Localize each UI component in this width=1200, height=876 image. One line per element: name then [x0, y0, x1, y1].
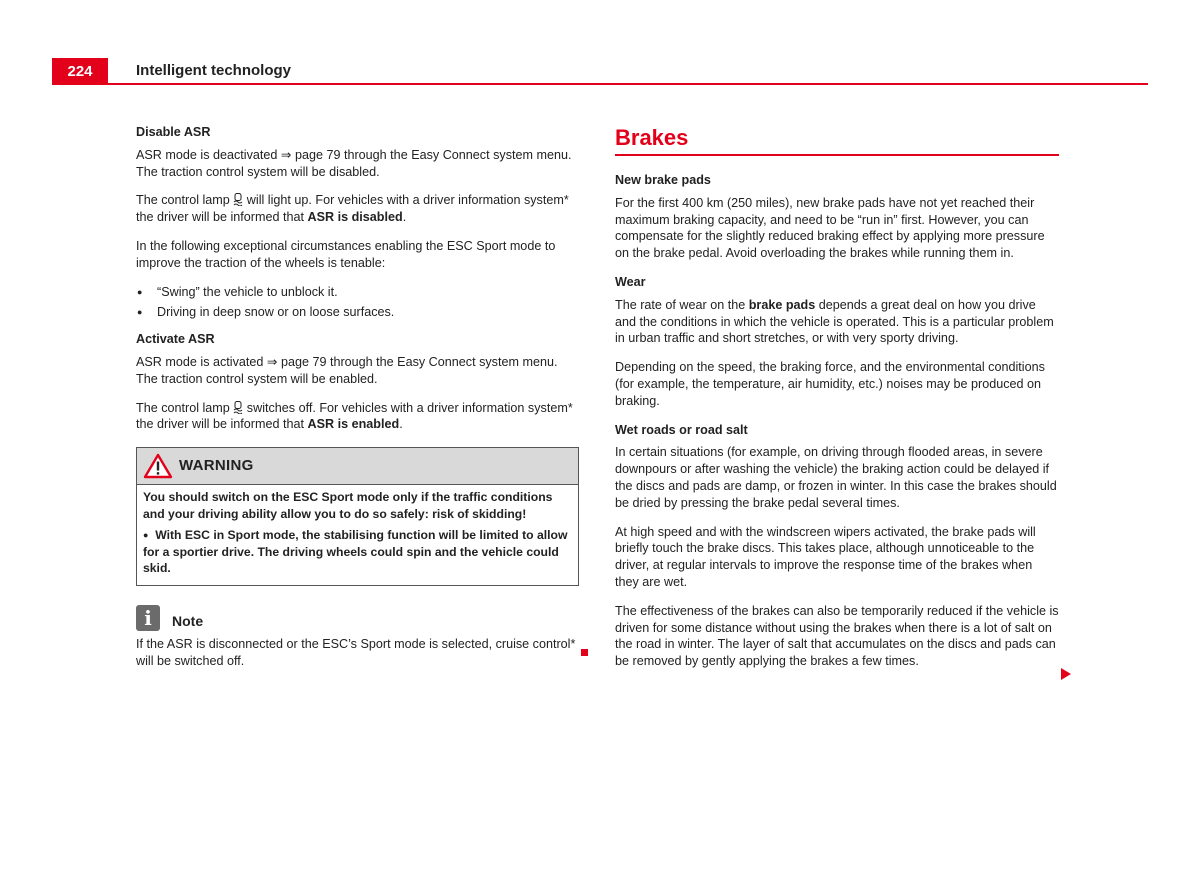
warning-body	[137, 485, 578, 585]
end-of-section-icon	[581, 649, 588, 656]
disable-asr-heading: Disable ASR	[136, 125, 211, 139]
new-brake-pads-heading: New brake pads	[615, 173, 711, 187]
brakes-title: Brakes	[615, 125, 689, 150]
traction-control-lamp-icon	[233, 401, 243, 414]
info-note-icon: i	[136, 605, 160, 631]
note-header	[136, 604, 579, 634]
warning-header	[137, 448, 578, 485]
traction-control-lamp-icon	[233, 193, 243, 206]
section-title: Intelligent technology	[136, 62, 292, 79]
disable-asr-paragraph: ASR mode is deactivated ⇒ page 79 through the Easy Connect system menu. The traction control system will be disabled.	[136, 147, 572, 179]
wear-heading: Wear	[615, 274, 646, 289]
list-item: ● “Swing” the vehicle to unblock it.	[136, 284, 579, 301]
road-salt-paragraph: The effectiveness of the brakes can also be temporarily reduced if the vehicle is driven for some distance without using the brakes when there is a lot of salt on the road in winter. The layer of salt that accumulates on the discs and pads can be removed by gently applying the brakes a few times.	[615, 603, 1059, 669]
activate-asr-heading: Activate ASR	[136, 332, 215, 347]
noise-paragraph: Depending on the speed, the braking force, and the environmental conditions (for example, the temperature, air humidity, etc.) noises may be produced on braking.	[615, 360, 1045, 408]
title-rule	[615, 154, 1059, 156]
continue-arrow-icon	[1061, 668, 1071, 680]
text-fragment: .	[399, 417, 403, 432]
disable-asr-lamp-paragraph	[136, 192, 579, 226]
wear-paragraph	[615, 297, 1059, 347]
brake-pads-bold: brake pads	[748, 297, 816, 312]
new-brake-pads-paragraph: For the first 400 km (250 miles), new brake pads have not yet reached their maximum braking capacity, and need to be “run in” first. However, you can compensate for the slightly reduced braking effect by applying more pressure on the brake pedal. Avoid overloading the brakes while running them in.	[615, 195, 1045, 261]
text-fragment: depends a great deal on how you drive and the conditions in which the vehicle is operated. This is a particular problem in urban traffic and short stretches, or with very sporty driving.	[615, 297, 1054, 346]
circumstances-list	[136, 284, 579, 322]
bullet-icon: ●	[143, 529, 149, 540]
text-fragment: will light up. For vehicles with a driver information system* the driver will be informed that	[136, 193, 569, 225]
text-fragment: .	[402, 210, 407, 225]
wipers-paragraph: At high speed and with the windscreen wipers activated, the brake pads will briefly touch the brake discs. This takes place, although unnoticeable to the driver, at regular intervals to improve the response time of the brakes when they are wet.	[615, 524, 1036, 589]
right-column	[615, 124, 1059, 682]
activate-asr-lamp-paragraph	[136, 400, 579, 434]
circumstances-paragraph: In the following exceptional circumstances enabling the ESC Sport mode to improve the traction of the wheels is tenable:	[136, 238, 556, 270]
activate-asr-paragraph: ASR mode is activated ⇒ page 79 through the Easy Connect system menu. The traction control system will be enabled.	[136, 354, 558, 386]
left-column	[136, 124, 579, 682]
warning-bullet-text: With ESC in Sport mode, the stabilising function will be limited to allow for a sportier drive. The driving wheels could spin and the vehicle could skid.	[143, 527, 568, 576]
asr-disabled-text: ASR is disabled	[307, 210, 403, 225]
list-item: ● Driving in deep snow or on loose surfaces.	[136, 304, 579, 321]
asr-enabled-text: ASR is enabled	[307, 417, 400, 432]
warning-title: WARNING	[179, 457, 254, 475]
header-rule	[52, 83, 1148, 85]
note-title: Note	[172, 613, 204, 630]
text-fragment: switches off. For vehicles with a driver information system* the driver will be informed that	[136, 400, 573, 432]
text-fragment: The control lamp	[136, 193, 234, 208]
text-fragment: The rate of wear on the	[615, 297, 749, 312]
wet-roads-heading: Wet roads or road salt	[615, 422, 748, 437]
warning-paragraph: You should switch on the ESC Sport mode only if the traffic conditions and your driving ability allow you to do so safely: risk of skidding!	[143, 490, 553, 521]
note-text: If the ASR is disconnected or the ESC’s Sport mode is selected, cruise control* will be switched off.	[136, 637, 576, 668]
warning-box	[136, 447, 579, 586]
text-fragment: The control lamp	[136, 400, 234, 415]
warning-triangle-icon	[143, 453, 173, 479]
wet-roads-paragraph: In certain situations (for example, on driving through flooded areas, in severe downpours or after washing the vehicle) the braking action could be delayed if the discs and pads are damp, or frozen in winter. In this case the brakes should be dried by pressing the brake pedal several times.	[615, 445, 1057, 510]
warning-bullet	[143, 527, 572, 577]
page-number: 224	[52, 58, 108, 84]
